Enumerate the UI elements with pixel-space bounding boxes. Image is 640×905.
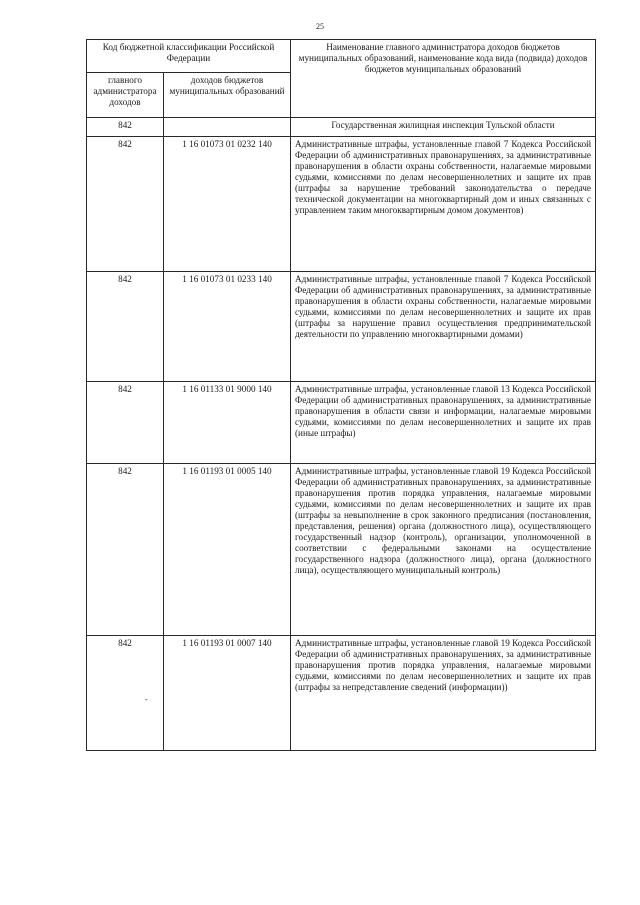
admin-column-header: главного администратора доходов: [87, 73, 164, 118]
admin-code-cell: 842: [87, 636, 164, 751]
income-code-cell: 1 16 01193 01 0007 140: [164, 636, 291, 751]
admin-code-cell: 842: [87, 137, 164, 272]
income-code-cell: 1 16 01193 01 0005 140: [164, 464, 291, 636]
income-description-cell: Административные штрафы, установленные главой 7 Кодекса Российской Федерации об административных правонарушениях, за административные правонарушения в области охраны собственности, налагаемые мировыми судьями, комиссиями по делам несовершеннолетних и защите их прав (штрафы за нарушение правил осуществления предпринимательской деятельности по управлению многоквартирными домами): [291, 272, 596, 382]
table-row: [87, 464, 596, 636]
table-row: [87, 272, 596, 382]
margin-mark: -: [145, 695, 148, 704]
income-code-cell: 1 16 01133 01 9000 140: [164, 382, 291, 464]
income-description-cell: Административные штрафы, установленные главой 19 Кодекса Российской Федерации об административных правонарушениях, за административные правонарушения против порядка управления, налагаемые мировыми судьями, комиссиями по делам несовершеннолетних и защите их прав (штрафы за непредставление сведений (информации)): [291, 636, 596, 751]
table-row: [87, 382, 596, 464]
income-code-cell: 1 16 01073 01 0233 140: [164, 272, 291, 382]
administrator-name-cell: Государственная жилищная инспекция Тульской области: [291, 118, 596, 137]
budget-classification-table: [86, 39, 596, 751]
admin-code-cell: 842: [87, 118, 164, 137]
administrator-row: [87, 118, 596, 137]
income-description-cell: Административные штрафы, установленные главой 13 Кодекса Российской Федерации об административных правонарушениях, за административные правонарушения в области связи и информации, налагаемые мировыми судьями, комиссиями по делам несовершеннолетних и защите их прав (иные штрафы): [291, 382, 596, 464]
income-column-header: доходов бюджетов муниципальных образований: [164, 73, 291, 118]
income-description-cell: Административные штрафы, установленные главой 7 Кодекса Российской Федерации об административных правонарушениях, за административные правонарушения в области охраны собственности, налагаемые мировыми судьями, комиссиями по делам несовершеннолетних и защите их прав (штрафы за нарушение требований законодательства о передаче технической документации на многоквартирный дом и иных связанных с управлением таким многоквартирным домом документов): [291, 137, 596, 272]
name-column-header: Наименование главного администратора доходов бюджетов муниципальных образований, наименование кода вида (подвида) доходов бюджетов муниципальных образований: [291, 40, 596, 118]
income-code-cell: 1 16 01073 01 0232 140: [164, 137, 291, 272]
admin-code-cell: 842: [87, 464, 164, 636]
table-row: [87, 636, 596, 751]
page-number: 25: [316, 22, 324, 31]
table-row: [87, 137, 596, 272]
admin-code-cell: 842: [87, 272, 164, 382]
admin-code-cell: 842: [87, 382, 164, 464]
income-description-cell: Административные штрафы, установленные главой 19 Кодекса Российской Федерации об административных правонарушениях, за административные правонарушения против порядка управления, налагаемые мировыми судьями, комиссиями по делам несовершеннолетних и защите их прав (штрафы за невыполнение в срок законного предписания (постановления, представления, решения) органа (должностного лица), осуществляющего государственный надзор (контроль), организации, уполномоченной в соответствии с федеральными законами на осуществление государственного надзора (должностного лица), органа (должностного лица), осуществляющего муниципальный контроль): [291, 464, 596, 636]
code-group-header: Код бюджетной классификации Российской Федерации: [87, 40, 291, 73]
empty-code-cell: [164, 118, 291, 137]
